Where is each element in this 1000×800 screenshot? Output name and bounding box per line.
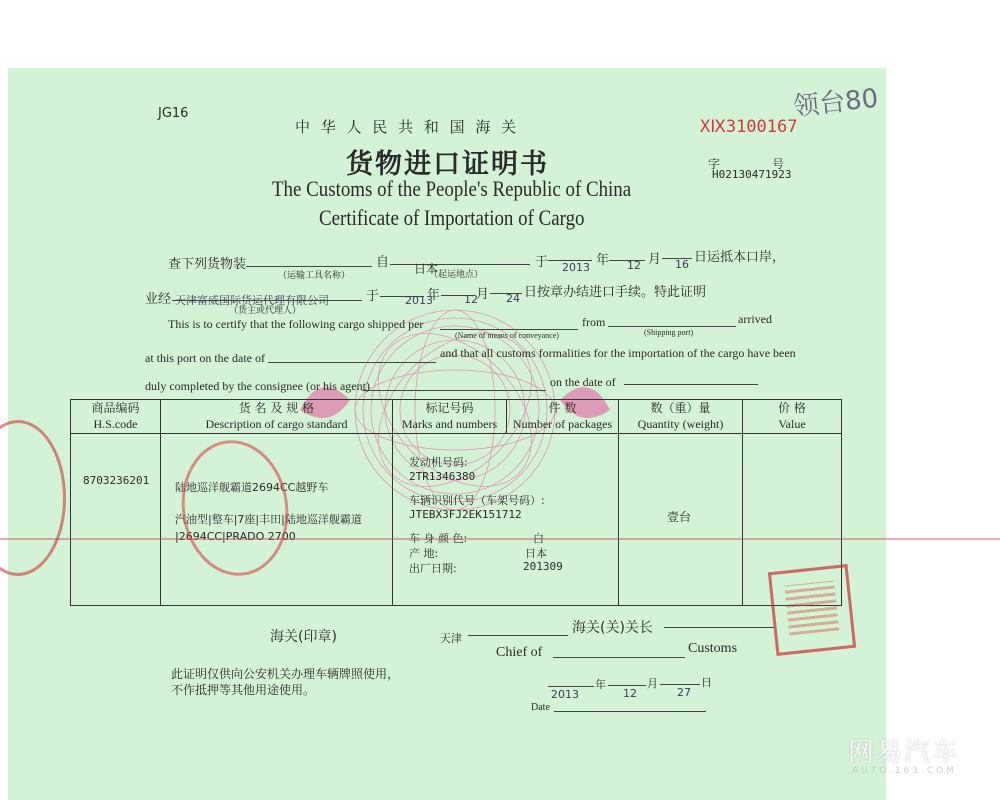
from-label-cn: 自 [376,255,390,270]
vessel-caption: (Name of means of conveyance) [455,331,559,340]
watermark-brand: 网易汽车 [848,738,961,768]
hao-label: 号 [772,157,785,171]
via-label: 业经 [145,292,172,307]
col-quantity: 数（重）量 Quantity (weight) [619,400,743,434]
en-line3b: on the date of [550,375,616,389]
red-strip [0,538,1000,540]
zi-label: 字 [708,157,721,171]
footer-year-label: 年 [595,678,606,691]
origin-caption: （起运地点） [429,270,484,280]
title-en-line1: The Customs of the People's Republic of China [272,176,632,201]
port-caption: (Shipping port) [644,328,694,337]
en-line3a: duly completed by the consignee (or his agent) [145,379,370,393]
at-label-cn-2: 于 [366,289,380,304]
en-line1: This is to certify that the following cargo shipped per [168,317,424,331]
en-line2a: at this port on the date of [145,351,265,365]
chief-of-label: Chief of [496,645,543,660]
cell-description: 陆地巡洋舰霸道2694CC越野车 汽油型|整车|7座|丰田|陆地巡洋舰霸道 |2694CC|PRADO 2700 [161,434,393,606]
from-label-en: from [582,315,606,329]
footer-day-label: 日 [701,676,712,689]
issue-year: 2013 [551,688,579,701]
en-line2b: and that all customs formalities for the importation of the cargo have been [440,346,796,360]
year-label-1: 年 [596,253,610,268]
at-label-cn: 于 [535,255,549,270]
col-value: 价 格 Value [743,400,842,434]
cell-hs-code: 8703236201 [71,434,161,606]
col-hs-code: 商品编码 H.S.code [71,400,161,434]
table-header-row [71,400,842,434]
date-label: Date [531,702,550,713]
customs-label: Customs [688,641,738,656]
closing-text: 日按章办结进口手续。特此证明 [524,285,707,300]
title-en-line2: Certificate of Importation of Cargo [319,205,585,230]
arrival-year: 2013 [562,261,590,274]
usage-notice-2: 不作抵押等其他用途使用。 [171,683,316,697]
handwritten-note: 领台80 [791,83,880,123]
city-name: 天津 [440,632,462,645]
clearance-year: 2013 [405,294,433,307]
clearance-month: 12 [464,293,478,306]
col-packages: 件 数 Number of packages [507,400,619,434]
arrive-text: 日运抵本口岸， [694,250,786,265]
footer-month-label: 月 [647,677,658,690]
col-marks: 标记号码 Marks and numbers [393,400,507,434]
chief-title-cn: 海关(关)关长 [572,620,653,636]
certificate-number: H02130471923 [712,168,792,181]
agent-name: 天津富威国际货运代理有限公司 [175,294,329,307]
arrival-month: 12 [627,259,641,272]
origin-country: 日本 [414,262,439,276]
vehicle-caption: （运输工具名称） [278,271,351,281]
issuer-name: 中 华 人 民 共 和 国 海 关 [295,118,520,136]
issue-month: 12 [623,687,637,700]
usage-notice-1: 此证明仅供向公安机关办理车辆牌照使用， [171,667,400,681]
watermark-sub: AUTO.163.COM [852,766,957,776]
issue-day: 27 [677,686,691,699]
seal-label: 海关(印章) [270,629,337,645]
month-label-1: 月 [648,252,662,267]
cell-marks: 发动机号码: 2TR1346380 车辆识别代号（车架号码）: JTEBX3FJ2EK151712 车 身 颜 色: 白 产 地: 日本 出厂日期: 201309 [393,434,619,606]
year-label-2: 年 [427,288,441,303]
arrived-label: arrived [738,312,772,326]
title-cn: 货物进口证明书 [346,149,549,180]
agent-caption: （货主或代理人） [229,306,302,316]
cell-quantity: 壹台 [619,434,743,606]
square-seal [768,564,856,656]
arrival-day: 16 [675,258,689,271]
clearance-day: 24 [506,292,520,305]
month-label-2: 月 [476,287,490,302]
serial-number: XⅨ3100167 [700,117,798,137]
check-prefix: 查下列货物装 [168,257,247,272]
col-description: 货 名 及 规 格 Description of cargo standard [161,400,393,434]
form-code: JG16 [158,106,189,121]
